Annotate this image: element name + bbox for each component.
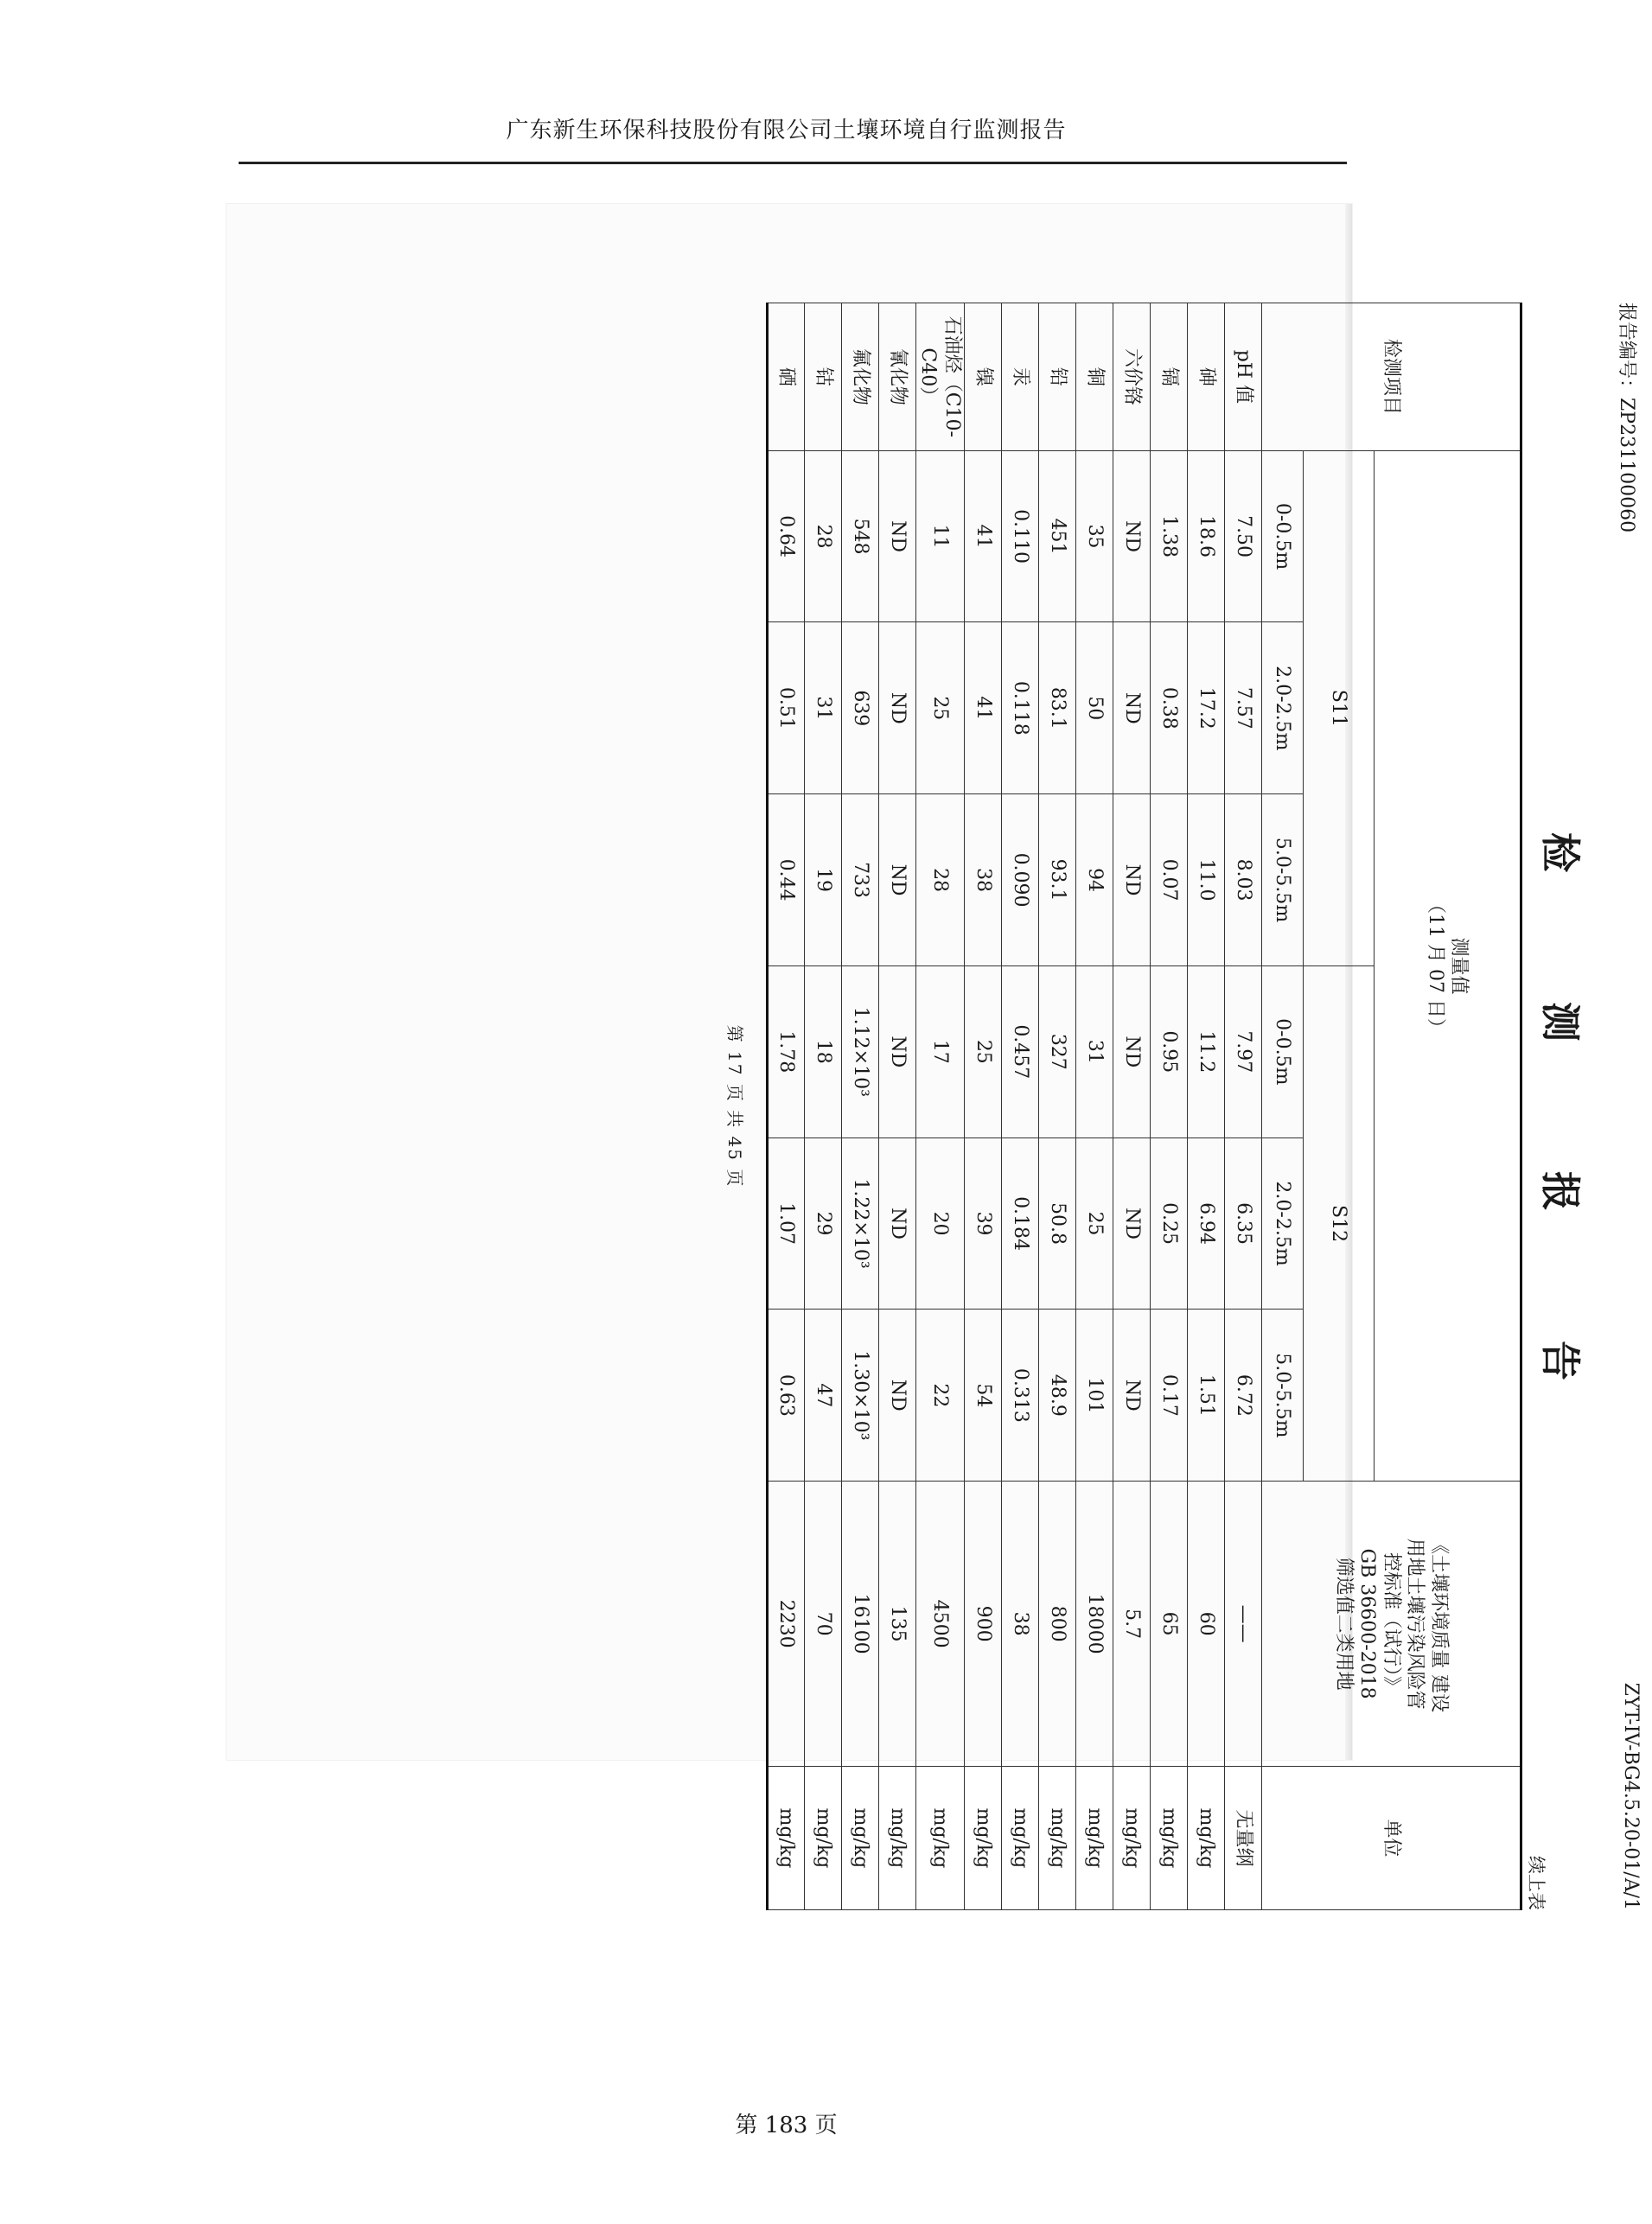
value-cell: 28 — [916, 794, 965, 966]
col-item-header: 检测项目 — [1262, 303, 1521, 451]
value-cell: 50 — [1076, 622, 1113, 794]
value-cell: 8.03 — [1225, 794, 1262, 966]
col-unit-header: 单位 — [1262, 1766, 1521, 1909]
value-cell: 0.44 — [768, 794, 805, 966]
value-cell: 639 — [842, 622, 879, 794]
value-cell: 548 — [842, 450, 879, 622]
value-cell: ND — [879, 450, 916, 622]
item-cell: 铜 — [1076, 303, 1113, 451]
value-cell: 48.9 — [1039, 1310, 1076, 1482]
table-row — [1225, 303, 1262, 1910]
item-cell: 氟化物 — [842, 303, 879, 451]
value-cell: 0.38 — [1151, 622, 1188, 794]
continued-note: 续上表 — [1526, 1856, 1547, 1910]
results-table-body — [768, 303, 1262, 1910]
document-header-title: 广东新生环保科技股份有限公司土壤环境自行监测报告 — [506, 118, 1067, 143]
value-cell: 327 — [1039, 965, 1076, 1137]
measured-label: 测量值 — [1448, 937, 1470, 995]
value-cell: 0.63 — [768, 1310, 805, 1482]
standard-line: 用地土壤污染风险管 — [1404, 1538, 1426, 1710]
value-cell: 0.457 — [1002, 965, 1039, 1137]
value-cell: 50.8 — [1039, 1137, 1076, 1310]
value-cell: 0.184 — [1002, 1137, 1039, 1310]
table-row — [879, 303, 916, 1910]
table-row — [1076, 303, 1113, 1910]
value-cell: 54 — [965, 1310, 1002, 1482]
standard-line: 控标准（试行）》 — [1380, 1552, 1402, 1696]
value-cell: ND — [1113, 965, 1151, 1137]
value-cell: 101 — [1076, 1310, 1113, 1482]
unit-cell: mg/kg — [1076, 1766, 1113, 1909]
value-cell: ND — [1113, 794, 1151, 966]
report-title: 检测报告 — [1537, 832, 1584, 1510]
unit-cell: 无量纲 — [1225, 1766, 1262, 1909]
value-cell: 7.57 — [1225, 622, 1262, 794]
depth-header: 0-0.5m — [1262, 965, 1304, 1137]
value-cell: 29 — [805, 1137, 842, 1310]
table-row — [965, 303, 1002, 1910]
site-header: S12 — [1304, 965, 1375, 1481]
value-cell: 31 — [1076, 965, 1113, 1137]
standard-cell: 38 — [1002, 1482, 1039, 1767]
unit-cell: mg/kg — [916, 1766, 965, 1909]
table-row — [1151, 303, 1188, 1910]
value-cell: 25 — [1076, 1137, 1113, 1310]
value-cell: 41 — [965, 450, 1002, 622]
standard-cell: 70 — [805, 1482, 842, 1767]
rotated-report-content — [718, 303, 1652, 1910]
value-cell: 35 — [1076, 450, 1113, 622]
depth-header: 5.0-5.5m — [1262, 1310, 1304, 1482]
item-cell: 氰化物 — [879, 303, 916, 451]
depth-header: 2.0-2.5m — [1262, 622, 1304, 794]
item-cell: 硒 — [768, 303, 805, 451]
value-cell: 93.1 — [1039, 794, 1076, 966]
table-row — [1188, 303, 1225, 1910]
value-cell: 0.090 — [1002, 794, 1039, 966]
value-cell: 20 — [916, 1137, 965, 1310]
value-cell: ND — [1113, 1137, 1151, 1310]
standard-cell: 2230 — [768, 1482, 805, 1767]
value-cell: 1.38 — [1151, 450, 1188, 622]
site-header: S11 — [1304, 450, 1375, 965]
table-row — [768, 303, 805, 1910]
value-cell: 0.110 — [1002, 450, 1039, 622]
page-number: 第 183 页 — [735, 2112, 838, 2138]
standard-cell: —— — [1225, 1482, 1262, 1767]
value-cell: 11 — [916, 450, 965, 622]
value-cell: 11.2 — [1188, 965, 1225, 1137]
value-cell: 451 — [1039, 450, 1076, 622]
value-cell: 22 — [916, 1310, 965, 1482]
standard-cell: 65 — [1151, 1482, 1188, 1767]
value-cell: 7.97 — [1225, 965, 1262, 1137]
value-cell: ND — [1113, 450, 1151, 622]
table-row — [1113, 303, 1151, 1910]
value-cell: 11.0 — [1188, 794, 1225, 966]
value-cell: 0.17 — [1151, 1310, 1188, 1482]
standard-cell: 16100 — [842, 1482, 879, 1767]
unit-cell: mg/kg — [1188, 1766, 1225, 1909]
value-cell: ND — [1113, 622, 1151, 794]
item-cell: 铅 — [1039, 303, 1076, 451]
item-cell: 镍 — [965, 303, 1002, 451]
item-cell: 石油烃（C10-C40） — [916, 303, 965, 451]
standard-cell: 18000 — [1076, 1482, 1113, 1767]
value-cell: 19 — [805, 794, 842, 966]
standard-cell: 4500 — [916, 1482, 965, 1767]
item-cell: 镉 — [1151, 303, 1188, 451]
value-cell: 0.25 — [1151, 1137, 1188, 1310]
value-cell: ND — [879, 622, 916, 794]
inner-page-number: 第 17 页 共 45 页 — [724, 1024, 745, 1188]
unit-cell: mg/kg — [1151, 1766, 1188, 1909]
item-cell: 砷 — [1188, 303, 1225, 451]
value-cell: 38 — [965, 794, 1002, 966]
value-cell: 94 — [1076, 794, 1113, 966]
form-code: ZYT-IV-BG4.5.20-01/A/1 — [1620, 1682, 1642, 1910]
item-cell: pH 值 — [1225, 303, 1262, 451]
depth-header: 0-0.5m — [1262, 450, 1304, 622]
value-cell: 1.07 — [768, 1137, 805, 1310]
value-cell: 47 — [805, 1310, 842, 1482]
standard-cell: 900 — [965, 1482, 1002, 1767]
value-cell: 17.2 — [1188, 622, 1225, 794]
value-cell: 0.118 — [1002, 622, 1039, 794]
value-cell: 6.72 — [1225, 1310, 1262, 1482]
table-row — [916, 303, 965, 1910]
unit-cell: mg/kg — [805, 1766, 842, 1909]
value-cell: ND — [879, 1310, 916, 1482]
results-table — [766, 303, 1522, 1910]
table-row — [842, 303, 879, 1910]
value-cell: 18.6 — [1188, 450, 1225, 622]
unit-cell: mg/kg — [879, 1766, 916, 1909]
unit-cell: mg/kg — [965, 1766, 1002, 1909]
value-cell: 0.51 — [768, 622, 805, 794]
standard-cell: 800 — [1039, 1482, 1076, 1767]
value-cell: ND — [879, 794, 916, 966]
value-cell: 39 — [965, 1137, 1002, 1310]
item-cell: 六价铬 — [1113, 303, 1151, 451]
standard-line: GB 36600-2018 — [1356, 1548, 1379, 1699]
table-row — [1002, 303, 1039, 1910]
standard-cell: 135 — [879, 1482, 916, 1767]
value-cell: 0.07 — [1151, 794, 1188, 966]
standard-line: 筛选值二类用地 — [1332, 1557, 1355, 1691]
depth-header: 5.0-5.5m — [1262, 794, 1304, 966]
value-cell: 0.95 — [1151, 965, 1188, 1137]
header-rule — [239, 162, 1347, 164]
value-cell: 28 — [805, 450, 842, 622]
standard-cell: 60 — [1188, 1482, 1225, 1767]
unit-cell: mg/kg — [842, 1766, 879, 1909]
col-measured-header — [1375, 450, 1521, 1482]
unit-cell: mg/kg — [1113, 1766, 1151, 1909]
value-cell: 83.1 — [1039, 622, 1076, 794]
item-cell: 钴 — [805, 303, 842, 451]
value-cell: 31 — [805, 622, 842, 794]
value-cell: 18 — [805, 965, 842, 1137]
value-cell: 1.30×10³ — [842, 1310, 879, 1482]
value-cell: 6.94 — [1188, 1137, 1225, 1310]
value-cell: 0.64 — [768, 450, 805, 622]
value-cell: 7.50 — [1225, 450, 1262, 622]
unit-cell: mg/kg — [1039, 1766, 1076, 1909]
unit-cell: mg/kg — [768, 1766, 805, 1909]
standard-line: 《土壤环境质量 建设 — [1427, 1535, 1450, 1713]
value-cell: 17 — [916, 965, 965, 1137]
value-cell: ND — [879, 965, 916, 1137]
table-row — [1039, 303, 1076, 1910]
item-cell: 汞 — [1002, 303, 1039, 451]
value-cell: 6.35 — [1225, 1137, 1262, 1310]
value-cell: 1.22×10³ — [842, 1137, 879, 1310]
value-cell: 1.51 — [1188, 1310, 1225, 1482]
report-number: 报告编号：ZP231100060 — [1616, 303, 1637, 533]
value-cell: 25 — [916, 622, 965, 794]
value-cell: 733 — [842, 794, 879, 966]
depth-header: 2.0-2.5m — [1262, 1137, 1304, 1310]
col-standard-header — [1262, 1482, 1521, 1767]
value-cell: 0.313 — [1002, 1310, 1039, 1482]
measured-date: （11 月 07 日） — [1425, 894, 1446, 1037]
value-cell: 25 — [965, 965, 1002, 1137]
value-cell: 1.78 — [768, 965, 805, 1137]
value-cell: ND — [1113, 1310, 1151, 1482]
value-cell: 41 — [965, 622, 1002, 794]
value-cell: 1.12×10³ — [842, 965, 879, 1137]
table-row — [805, 303, 842, 1910]
value-cell: ND — [879, 1137, 916, 1310]
standard-cell: 5.7 — [1113, 1482, 1151, 1767]
unit-cell: mg/kg — [1002, 1766, 1039, 1909]
